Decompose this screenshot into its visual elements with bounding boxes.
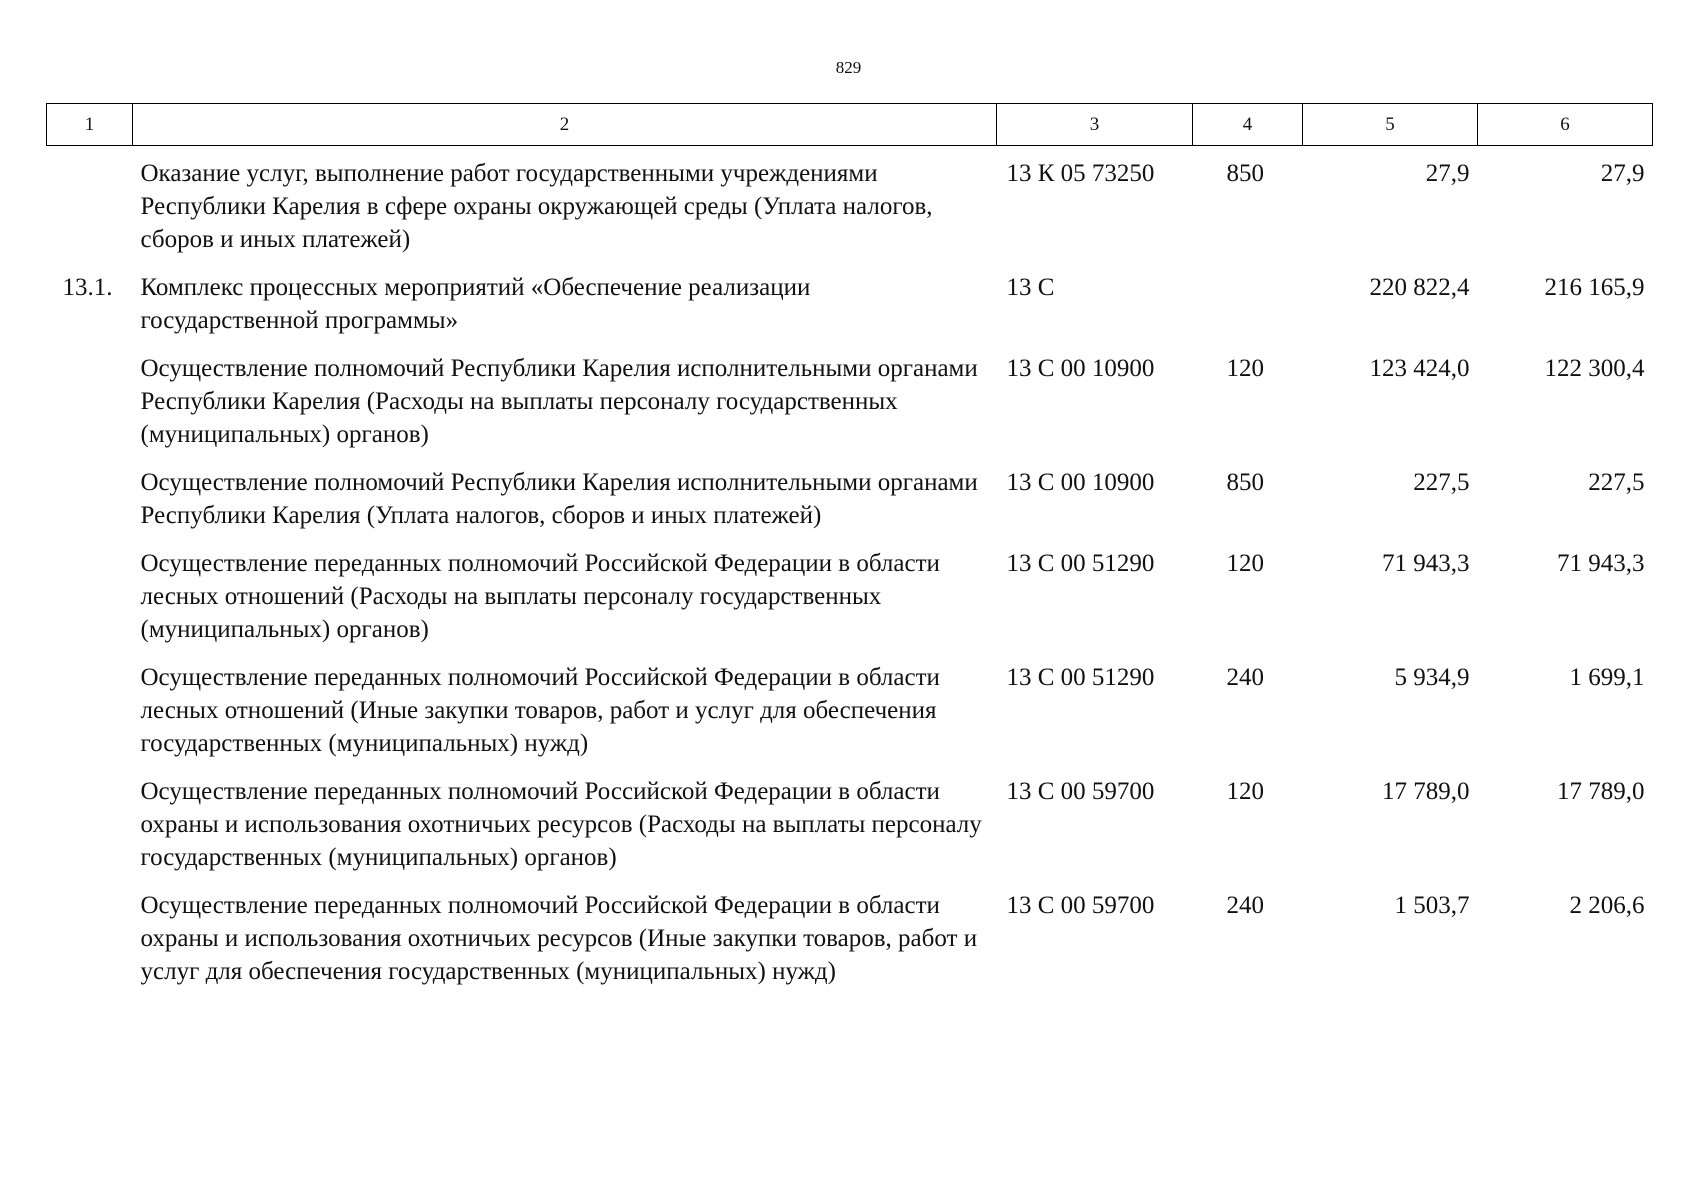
amount-col-5: 5 934,9 — [1394, 664, 1470, 691]
row-number — [47, 547, 133, 661]
page-number: 829 — [835, 58, 862, 77]
amount-col-6: 27,9 — [1600, 160, 1645, 187]
table-row — [47, 352, 1653, 466]
header-col-6: 6 — [1478, 104, 1653, 146]
amount-col-6: 71 943,3 — [1557, 550, 1645, 577]
table-body — [47, 146, 1653, 1004]
expense-name: Осуществление полномочий Республики Карелия исполнительными органами Республики Карелия (Уплата налогов, сборов и иных платежей) — [140, 469, 978, 529]
expense-type-code — [1193, 271, 1303, 352]
amount-col-6: 227,5 — [1588, 469, 1645, 496]
amount-col-5: 1 503,7 — [1394, 892, 1470, 919]
expense-name: Оказание услуг, выполнение работ государственными учреждениями Республики Карелия в сфере охраны окружающей среды (Уплата налогов, сборов и иных платежей) — [140, 160, 933, 253]
expense-name: Осуществление переданных полномочий Российской Федерации в области охраны и использования охотничьих ресурсов (Расходы на выплаты персоналу государственных (муниципальных) органов) — [140, 778, 982, 871]
table-row — [47, 661, 1653, 775]
amount-col-5: 17 789,0 — [1382, 778, 1470, 805]
table-header — [47, 104, 1653, 146]
target-article-code: 13 С 00 51290 — [1006, 664, 1155, 691]
header-col-3: 3 — [997, 104, 1193, 146]
amount-col-5: 227,5 — [1413, 469, 1470, 496]
row-number — [47, 661, 133, 775]
expense-type-code: 850 — [1226, 160, 1264, 187]
target-article-code: 13 С 00 51290 — [1006, 550, 1155, 577]
table-row — [47, 146, 1653, 272]
expense-name: Осуществление переданных полномочий Российской Федерации в области лесных отношений (Иные закупки товаров, работ и услуг для обеспечения государственных (муниципальных) нужд) — [140, 664, 940, 757]
table-row — [47, 271, 1653, 352]
expense-type-code: 120 — [1226, 550, 1264, 577]
header-row — [47, 104, 1653, 146]
header-col-2: 2 — [133, 104, 997, 146]
table-row — [47, 775, 1653, 889]
amount-col-5: 71 943,3 — [1382, 550, 1470, 577]
expense-type-code: 240 — [1226, 892, 1264, 919]
row-number: 13.1. — [62, 274, 113, 301]
table-row — [47, 889, 1653, 1003]
header-col-5: 5 — [1303, 104, 1478, 146]
amount-col-6: 1 699,1 — [1569, 664, 1645, 691]
row-number — [47, 775, 133, 889]
target-article-code: 13 С 00 59700 — [1006, 778, 1155, 805]
row-number — [47, 146, 133, 272]
row-number — [47, 352, 133, 466]
target-article-code: 13 К 05 73250 — [1006, 160, 1155, 187]
target-article-code: 13 С 00 10900 — [1006, 355, 1155, 382]
amount-col-5: 27,9 — [1425, 160, 1470, 187]
budget-table — [46, 103, 1653, 1003]
expense-type-code: 120 — [1226, 355, 1264, 382]
amount-col-6: 17 789,0 — [1557, 778, 1645, 805]
amount-col-6: 2 206,6 — [1569, 892, 1645, 919]
expense-name: Осуществление переданных полномочий Российской Федерации в области охраны и использования охотничьих ресурсов (Иные закупки товаров, работ и услуг для обеспечения государственных (муниципальных) нужд) — [140, 892, 978, 985]
header-col-1: 1 — [47, 104, 133, 146]
amount-col-5: 220 822,4 — [1369, 274, 1470, 301]
amount-col-6: 216 165,9 — [1544, 274, 1645, 301]
amount-col-6: 122 300,4 — [1544, 355, 1645, 382]
expense-name: Осуществление полномочий Республики Карелия исполнительными органами Республики Карелия (Расходы на выплаты персоналу государственных (муниципальных) органов) — [140, 355, 978, 448]
row-number — [47, 889, 133, 1003]
expense-name: Комплекс процессных мероприятий «Обеспечение реализации государственной программы» — [140, 274, 811, 334]
expense-type-code: 850 — [1226, 469, 1264, 496]
target-article-code: 13 С — [1006, 274, 1055, 301]
amount-col-5: 123 424,0 — [1369, 355, 1470, 382]
table-row — [47, 547, 1653, 661]
expense-type-code: 240 — [1226, 664, 1264, 691]
target-article-code: 13 С 00 59700 — [1006, 892, 1155, 919]
expense-type-code: 120 — [1226, 778, 1264, 805]
row-number — [47, 466, 133, 547]
table-row — [47, 466, 1653, 547]
expense-name: Осуществление переданных полномочий Российской Федерации в области лесных отношений (Расходы на выплаты персоналу государственных (муниципальных) органов) — [140, 550, 940, 643]
target-article-code: 13 С 00 10900 — [1006, 469, 1155, 496]
header-col-4: 4 — [1193, 104, 1303, 146]
